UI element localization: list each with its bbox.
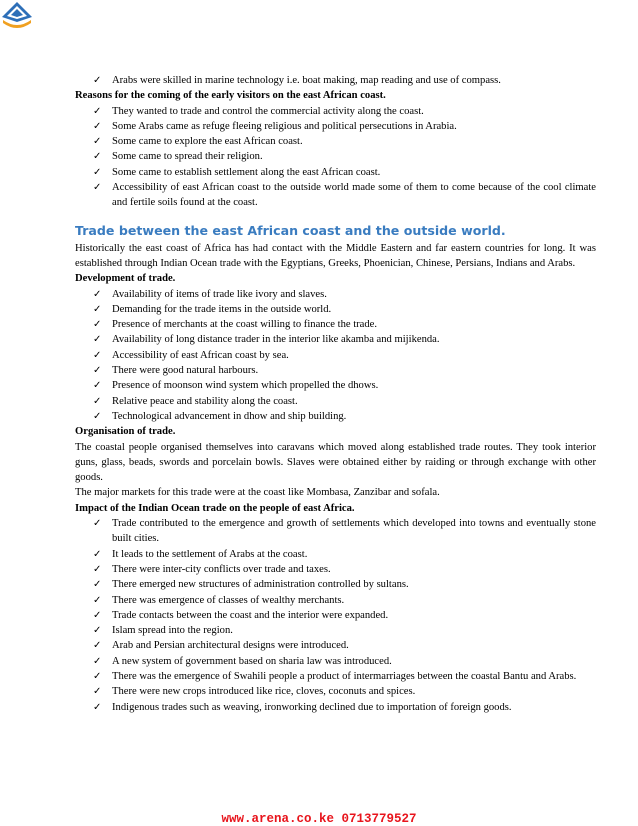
checkmark-icon: ✓ (93, 120, 102, 132)
list-item: ✓ There emerged new structures of administration controlled by sultans. (75, 577, 596, 592)
checkmark-icon: ✓ (93, 640, 102, 652)
list-item: ✓ Indigenous trades such as weaving, ironworking declined due to importation of foreign goods. (75, 700, 596, 715)
checkmark-icon: ✓ (93, 686, 102, 698)
checkmark-icon: ✓ (93, 395, 102, 407)
list-item: ✓ Arab and Persian architectural designs were introduced. (75, 638, 596, 653)
checkmark-icon: ✓ (93, 563, 102, 575)
list-item: ✓ Accessibility of east African coast by sea. (75, 348, 596, 363)
impact-title: Impact of the Indian Ocean trade on the people of east Africa. (75, 502, 355, 514)
checkmark-icon: ✓ (93, 319, 102, 331)
list-item: ✓ Availability of items of trade like ivory and slaves. (75, 287, 596, 302)
list-item: ✓ It leads to the settlement of Arabs at the coast. (75, 547, 596, 562)
list-item: ✓ Some came to establish settlement along the east African coast. (75, 165, 596, 180)
checkmark-icon: ✓ (93, 365, 102, 377)
development-title: Development of trade. (75, 273, 176, 285)
checkmark-icon: ✓ (93, 75, 102, 86)
list-item: ✓ Technological advancement in dhow and ship building. (75, 409, 596, 424)
list-item: ✓ Some came to spread their religion. (75, 149, 596, 164)
checkmark-icon: ✓ (93, 334, 102, 346)
list-item: ✓ Islam spread into the region. (75, 623, 596, 638)
list-item: ✓ Demanding for the trade items in the outside world. (75, 302, 596, 317)
checkmark-icon: ✓ (93, 136, 102, 148)
list-item: ✓ Relative peace and stability along the coast. (75, 394, 596, 409)
list-item: ✓ Arabs were skilled in marine technology i.e. boat making, map reading and use of compass. (75, 73, 596, 88)
markets-paragraph: The major markets for this trade were at the coast like Mombasa, Zanzibar and sofala. (75, 487, 440, 499)
checkmark-icon: ✓ (93, 579, 102, 591)
checkmark-icon: ✓ (93, 670, 102, 682)
list-item: ✓ A new system of government based on sharia law was introduced. (75, 654, 596, 669)
checkmark-icon: ✓ (93, 151, 102, 163)
checkmark-icon: ✓ (93, 303, 102, 315)
checkmark-icon: ✓ (93, 288, 102, 300)
footer-website-phone[interactable]: www.arena.co.ke 0713779527 (221, 812, 417, 826)
list-item: ✓ Presence of moonson wind system which propelled the dhows. (75, 378, 596, 393)
list-item: ✓ There was emergence of classes of wealthy merchants. (75, 593, 596, 608)
document-body (75, 73, 596, 715)
list-item: ✓ Accessibility of east African coast to the outside world made some of them to come because of the cool climate and fertile soils found at the coast. (93, 182, 596, 209)
checkmark-icon: ✓ (93, 518, 102, 530)
list-item: ✓ Some Arabs came as refuge fleeing religious and political persecutions in Arabia. (75, 119, 596, 134)
checkmark-icon: ✓ (93, 166, 102, 178)
checkmark-icon: ✓ (93, 548, 102, 560)
checkmark-icon: ✓ (93, 701, 102, 713)
list-item: ✓ There were inter-city conflicts over trade and taxes. (75, 562, 596, 577)
development-list (75, 287, 596, 425)
checkmark-icon: ✓ (93, 380, 102, 392)
list-item: ✓ Availability of long distance trader in the interior like akamba and mijikenda. (75, 332, 596, 347)
list-item: ✓ They wanted to trade and control the commercial activity along the coast. (75, 104, 596, 119)
checkmark-icon: ✓ (93, 655, 102, 667)
checkmark-icon: ✓ (93, 625, 102, 637)
checkmark-icon: ✓ (93, 349, 102, 361)
checkmark-icon: ✓ (93, 410, 102, 422)
checkmark-icon: ✓ (93, 609, 102, 621)
trade-intro-paragraph: Historically the east coast of Africa has had contact with the Middle Eastern and far eastern countries for long. It was established through Indian Ocean trade with the Egyptians, Greeks, Phoenician, Chinese, Persians, Indians and Arabs. (75, 242, 596, 269)
organisation-paragraph: The coastal people organised themselves into caravans which moved along established trade routes. They took interior guns, glass, beads, swords and porcelain bowls. Slaves were obtained either by raiding or through exchange with other goods. (75, 441, 596, 484)
list-item: ✓ There were good natural harbours. (75, 363, 596, 378)
reasons-list (75, 104, 596, 211)
list-item: ✓ Some came to explore the east African coast. (75, 134, 596, 149)
list-item: ✓ There was the emergence of Swahili people a product of intermarriages between the coastal Bantu and Arabs. (75, 669, 596, 684)
section-heading-trade: Trade between the east African coast and the outside world. (75, 222, 506, 238)
organisation-title: Organisation of trade. (75, 426, 176, 438)
checkmark-icon: ✓ (93, 105, 102, 117)
reasons-title: Reasons for the coming of the early visitors on the east African coast. (75, 90, 386, 102)
impact-list (75, 516, 596, 715)
list-item: ✓ Presence of merchants at the coast willing to finance the trade. (75, 317, 596, 332)
checkmark-icon: ✓ (93, 182, 102, 194)
arena-logo-icon (0, 0, 34, 30)
intro-bullet-list (75, 73, 596, 88)
list-item: ✓ Trade contributed to the emergence and growth of settlements which developed into towns and eventually stone built cities. (93, 518, 596, 545)
list-item: ✓ There were new crops introduced like rice, cloves, coconuts and spices. (75, 684, 596, 699)
list-item: ✓ Trade contacts between the coast and the interior were expanded. (75, 608, 596, 623)
checkmark-icon: ✓ (93, 594, 102, 606)
